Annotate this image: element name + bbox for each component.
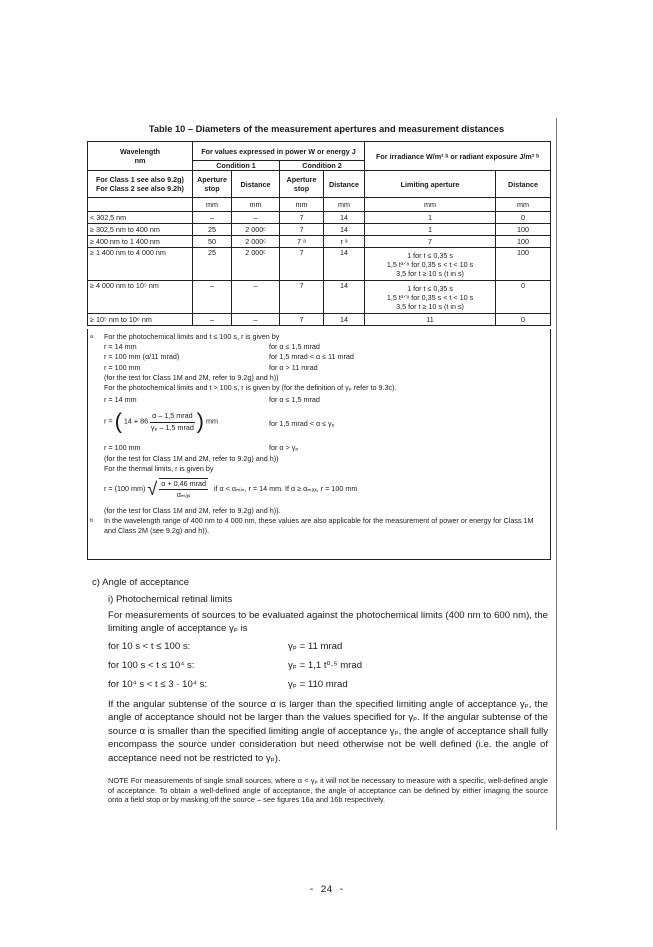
unit-cell: mm: [496, 198, 551, 212]
distance-header-1: Distance: [232, 171, 280, 198]
section-i-heading: i) Photochemical retinal limits: [108, 594, 233, 605]
unit-cell: mm: [280, 198, 324, 212]
irradiance-group-header: For irradiance W/m² ᵇ or radiant exposure J/m² ᵇ: [365, 142, 551, 171]
equation-1: r = ( 14 + 86 $\frac{\text{α – 1,5 mrad}}{\text{γₚ – 1,5 mrad}}$ ) mm for 1,5 mrad < α ≤ γₚ: [104, 408, 335, 434]
table-row: ≥ 4 000 nm to 10⁵ nm – – 7 14 1 for t ≤ 0,35 s 1,5 t³ᐟ⁸ for 0,35 s < t < 10 s 3,5 for t ≥ 10 s (t in s) 0: [88, 281, 551, 314]
distance-header-3: Distance: [496, 171, 551, 198]
condition1-header: Condition 1: [193, 161, 280, 171]
limit-val-1: γₚ = 11 mrad: [288, 641, 343, 652]
table-row: ≥ 302,5 nm to 400 nm 25 2 000ᶜ 7 14 1 100: [88, 224, 551, 236]
section-intro: For measurements of sources to be evaluated against the photochemical limits (400 nm to 600 nm), the limiting angle of acceptance γₚ is: [108, 610, 548, 635]
power-group-header: For values expressed in power W or energy J: [193, 142, 365, 161]
table-row: ≥ 1 400 nm to 4 000 nm 25 2 000ᶜ 7 14 1 for t ≤ 0,35 s 1,5 t³ᐟ⁸ for 0,35 s < t < 10 s 3,5 for t ≥ 10 s (t in s) 100: [88, 248, 551, 281]
footnotes: a For the photochemical limits and t ≤ 100 s, r is given by r = 14 mm for α ≤ 1,5 mrad r = 100 mm (α/11 mrad) for 1,5 mrad < α ≤ 11 mrad r = 100 mm for α > 11 mrad (for the test for Class 1M and 2M, refer to 9.2g) and h)) For the photochemical limits and t > 100 s, r is given by (for the definition of γₚ refer to 9.3c). r = 14 mm for α ≤ 1,5 mrad r = ( 14 + 86 $\frac{\text{α – 1,5 mrad}}{\text{γₚ – 1,5 mrad}}$ ) mm for 1,5 mrad < α ≤ γₚ r = 100 mm for α > γₚ (for the test for Class 1M and 2M, refer to 9.2g) and h)) For the thermal limits, r is given by r = (100 mm) √ $\frac{\text{α + 0,46 mrad}}{\text{αₘₐₓ}}$ if α < αₘᵢₙ, r = 14 mm. If α ≥ αₘₐₓ, r = 100 mm (for the test for Class 1M and 2M, refer to 9.2g) and h)). b In the wavelength range of 400 nm to 4 000 nm, these values are also applicable for the measurement of power or energy for Class 1M and Class 2M (see 9.2g) and h)).: [88, 332, 548, 536]
table-row: ≥ 400 nm to 1 400 nm 50 2 000ᶜ 7 ᵃ r ᵃ 7 100: [88, 236, 551, 248]
footnote-a-mark: a: [90, 334, 94, 340]
limit-val-2: γₚ = 1,1 t⁰·⁵ mrad: [288, 660, 363, 671]
page-number: - 24 -: [308, 885, 345, 896]
aperture-stop-header-1: Aperture stop: [193, 171, 232, 198]
section-paragraph: If the angular subtense of the source α is larger than the specified limiting angle of acceptance γₚ, the angle of acceptance should not be larger than the values specified for γₚ. If the angular subtense of the source α is smaller than the specified limiting angle of acceptance γₚ, the angle of acceptance shall fully encompass the source under consideration but need otherwise not be well defined (i.e. the angle of acceptance need not be restricted to γₚ).: [108, 699, 549, 764]
table-row: ≥ 10⁵ nm to 10⁶ nm – – 7 14 11 0: [88, 314, 551, 326]
unit-cell: mm: [324, 198, 365, 212]
unit-cell: mm: [193, 198, 232, 212]
class-note-header: For Class 1 see also 9.2g) For Class 2 see also 9.2h): [88, 171, 193, 198]
footnote-b-mark: b: [90, 518, 94, 525]
condition2-header: Condition 2: [280, 161, 365, 171]
table-title: Table 10 – Diameters of the measurement apertures and measurement distances: [148, 124, 505, 134]
limit-cond-2: for 100 s < t ≤ 10⁴ s:: [108, 660, 195, 671]
section-c-heading: c) Angle of acceptance: [92, 577, 190, 588]
limit-cond-3: for 10⁴ s < t ≤ 3 · 10⁴ s:: [108, 679, 208, 690]
section-note: NOTE For measurements of single small sources, where α < γₚ it will not be necessary to measure with a specific, well-defined angle of acceptance. To obtain a well-defined angle of acceptance, the angle of acceptance can be defined by either imaging the source onto a field stop or by masking off the source – see figures 16a and 16b respectively.: [108, 776, 548, 805]
margin-rule: [556, 118, 557, 830]
distance-header-2: Distance: [324, 171, 365, 198]
limiting-aperture-header: Limiting aperture: [365, 171, 496, 198]
aperture-stop-header-2: Aperture stop: [280, 171, 324, 198]
wavelength-header: Wavelength nm: [88, 142, 193, 171]
unit-cell: mm: [365, 198, 496, 212]
limit-cond-1: for 10 s < t ≤ 100 s:: [108, 641, 191, 652]
limit-val-3: γₚ = 110 mrad: [288, 679, 348, 690]
equation-2: r = (100 mm) √ $\frac{\text{α + 0,46 mrad}}{\text{αₘₐₓ}}$ if α < αₘᵢₙ, r = 14 mm. If α ≥ αₘₐₓ, r = 100 mm: [104, 478, 358, 500]
aperture-table: [87, 141, 551, 326]
table-row: < 302,5 nm – – 7 14 1 0: [88, 212, 551, 224]
unit-cell: [88, 198, 193, 212]
unit-cell: mm: [232, 198, 280, 212]
